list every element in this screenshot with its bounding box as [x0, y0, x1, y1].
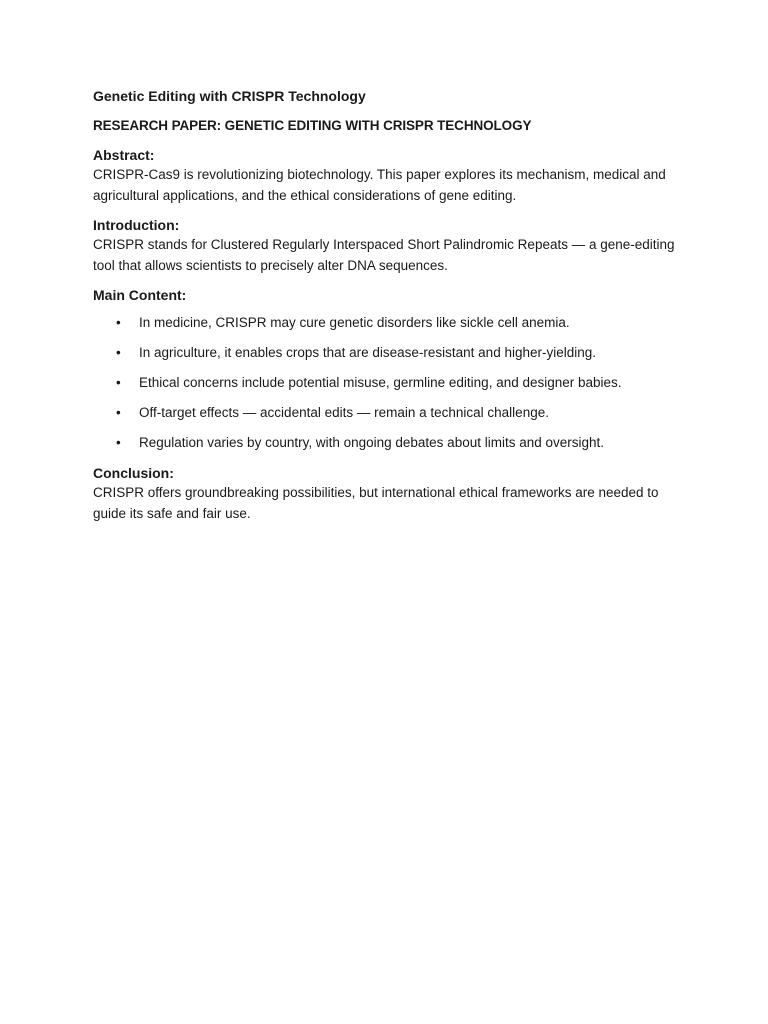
list-item [93, 373, 675, 393]
bullet-icon: • [116, 315, 121, 330]
main-content-heading: Main Content: [93, 287, 187, 303]
list-item [93, 313, 675, 333]
list-item [93, 343, 675, 363]
abstract-heading: Abstract: [93, 147, 155, 163]
main-content-list [93, 313, 675, 453]
list-item [93, 433, 675, 453]
bullet-icon: • [116, 345, 121, 360]
conclusion-text: CRISPR offers groundbreaking possibilities, but international ethical frameworks are needed to guide its safe and fair use. [93, 485, 659, 521]
document-title: Genetic Editing with CRISPR Technology [93, 88, 366, 104]
list-item-text: Ethical concerns include potential misuse, germline editing, and designer babies. [139, 375, 622, 390]
abstract-text: CRISPR-Cas9 is revolutionizing biotechnology. This paper explores its mechanism, medical and agricultural applications, and the ethical considerations of gene editing. [93, 167, 666, 203]
list-item-text: In agriculture, it enables crops that are disease-resistant and higher-yielding. [139, 345, 597, 360]
list-item [93, 403, 675, 423]
list-item-text: Off-target effects — accidental edits — remain a technical challenge. [139, 405, 549, 420]
bullet-icon: • [116, 405, 121, 420]
bullet-icon: • [116, 435, 121, 450]
list-item-text: In medicine, CRISPR may cure genetic disorders like sickle cell anemia. [139, 315, 570, 330]
bullet-icon: • [116, 375, 121, 390]
paper-heading: RESEARCH PAPER: GENETIC EDITING WITH CRISPR TECHNOLOGY [93, 118, 532, 133]
introduction-heading: Introduction: [93, 217, 180, 233]
conclusion-heading: Conclusion: [93, 465, 174, 481]
introduction-text: CRISPR stands for Clustered Regularly Interspaced Short Palindromic Repeats — a gene-editing tool that allows scientists to precisely alter DNA sequences. [93, 237, 675, 273]
document-body [93, 86, 675, 533]
list-item-text: Regulation varies by country, with ongoing debates about limits and oversight. [139, 435, 605, 450]
